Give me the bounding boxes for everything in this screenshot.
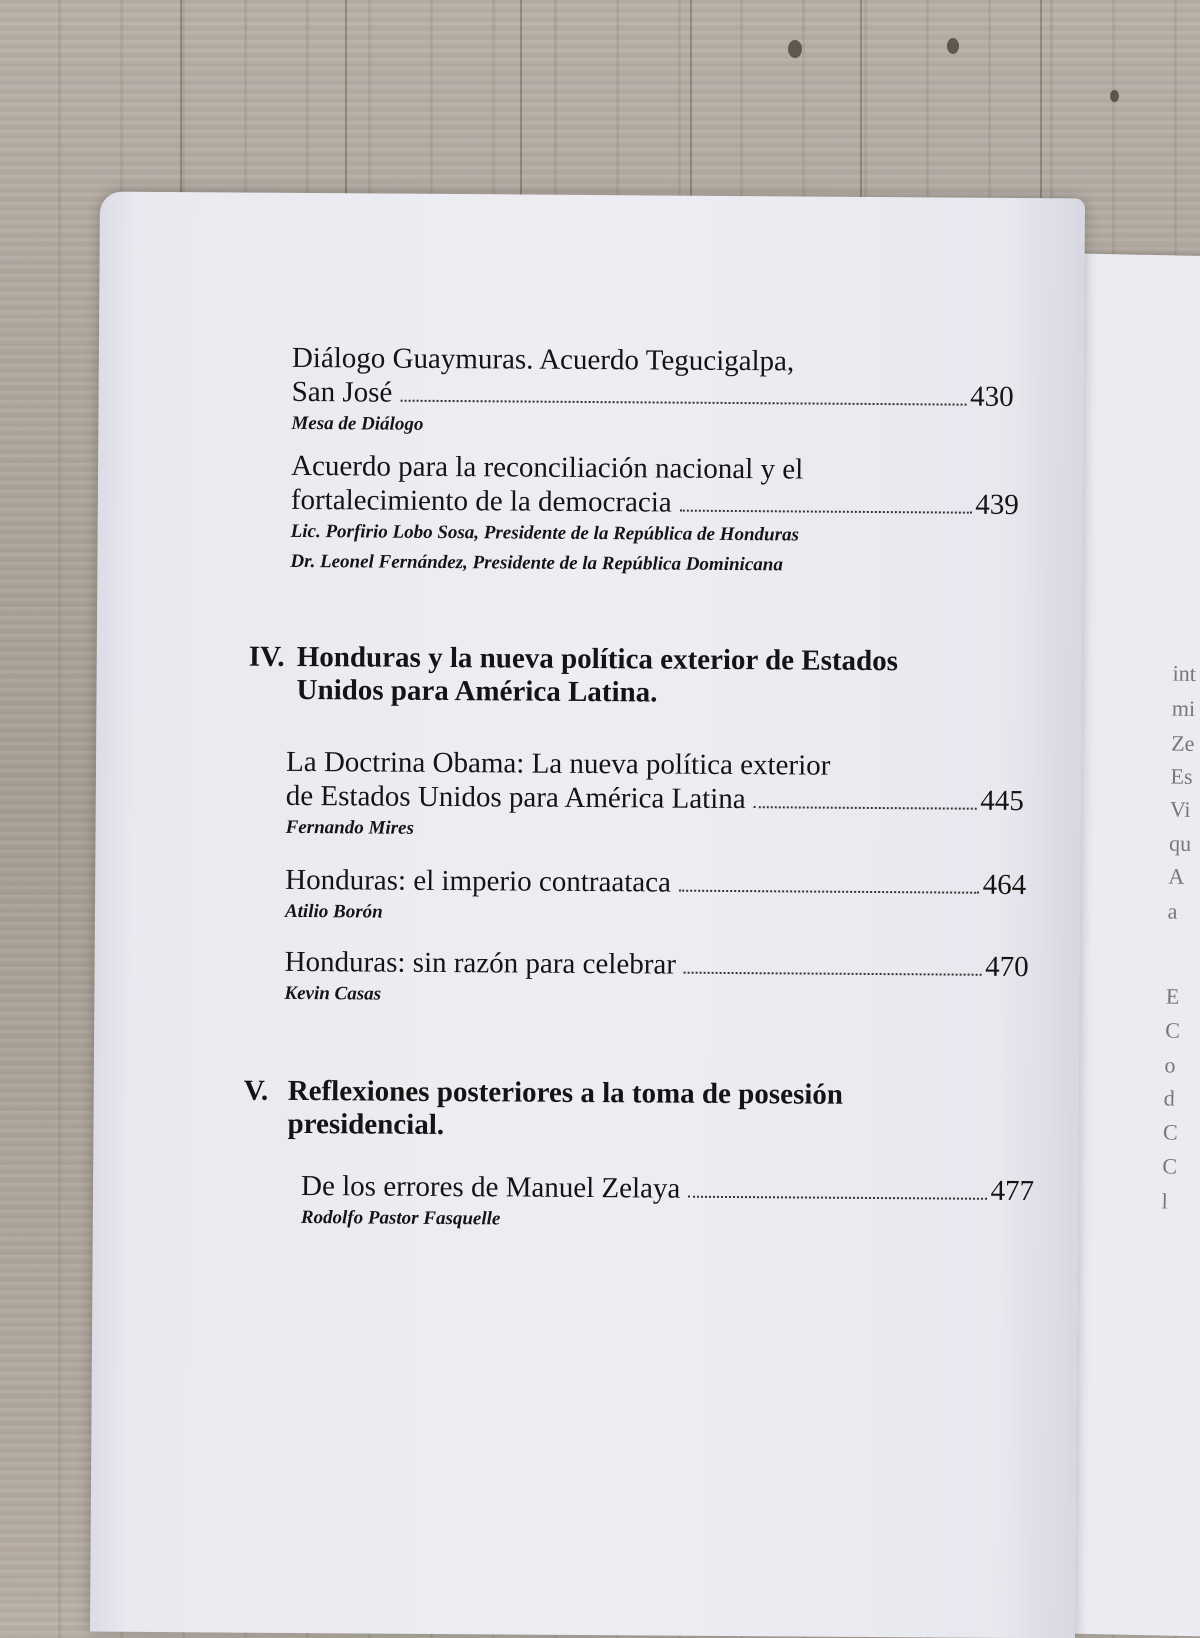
- table-of-contents: [90, 192, 1085, 1638]
- entry-title-leader: [292, 375, 1014, 414]
- dot-leader: [679, 890, 979, 894]
- adjacent-page-text-fragment: l: [1161, 1188, 1169, 1214]
- adjacent-page-text-fragment: mi: [1171, 695, 1196, 721]
- entry-title-line: Diálogo Guaymuras. Acuerdo Tegucigalpa,: [291, 341, 795, 378]
- toc-entry: [285, 863, 1026, 932]
- entry-title-leader: [291, 483, 1019, 522]
- adjacent-page-text-fragment: d: [1163, 1085, 1176, 1111]
- entry-title: Honduras: sin razón para celebrar: [284, 945, 677, 981]
- section-heading: [243, 1075, 943, 1146]
- section-number: IV.: [248, 640, 285, 673]
- entry-title-line: Acuerdo para la reconciliación nacional y el: [291, 449, 804, 486]
- adjacent-page-text-fragment: Ze: [1170, 730, 1195, 756]
- entry-title-leader: [285, 945, 1029, 984]
- entry-author: Rodolfo Pastor Fasquelle: [300, 1207, 501, 1230]
- adjacent-page-text-fragment: C: [1164, 1017, 1181, 1043]
- entry-title: San José: [291, 375, 393, 409]
- section-number: V.: [243, 1074, 269, 1107]
- toc-entry: [291, 341, 1014, 444]
- adjacent-page-text-fragment: C: [1162, 1119, 1179, 1145]
- entry-author: Dr. Leonel Fernández, Presidente de la República Dominicana: [290, 550, 783, 576]
- page-number: 439: [975, 488, 1019, 522]
- book-page: [90, 192, 1085, 1638]
- page-number: 464: [982, 868, 1027, 902]
- page-number: 445: [980, 784, 1024, 818]
- adjacent-page-text-fragment: C: [1162, 1153, 1178, 1179]
- adjacent-page-text-fragment: A: [1168, 863, 1185, 889]
- section-title-line: Reflexiones posteriores a la toma de posesión: [287, 1074, 844, 1111]
- entry-title: De los errores de Manuel Zelaya: [300, 1170, 681, 1205]
- adjacent-page-text-fragment: Vi: [1169, 796, 1191, 822]
- dot-leader: [680, 510, 972, 514]
- adjacent-page-text-fragment: int: [1172, 660, 1197, 687]
- adjacent-page-text-fragment: Es: [1170, 763, 1193, 789]
- dot-leader: [688, 1196, 986, 1200]
- entry-title-leader: [286, 779, 1024, 818]
- entry-author: Kevin Casas: [284, 982, 382, 1005]
- section-title-line: presidencial.: [287, 1107, 445, 1142]
- toc-entry: [301, 1169, 1034, 1238]
- entry-author: Atilio Borón: [284, 900, 383, 923]
- adjacent-page-text-fragment: o: [1164, 1052, 1176, 1078]
- entry-title-leader: [285, 863, 1026, 902]
- adjacent-page-text-fragment: a: [1167, 898, 1178, 924]
- entry-author: Mesa de Diálogo: [291, 412, 424, 435]
- page-number: 430: [970, 380, 1014, 413]
- page-number: 470: [985, 950, 1029, 984]
- toc-entry: [290, 449, 1019, 582]
- section-title-line: Honduras y la nueva política exterior de Estados: [296, 640, 899, 678]
- dot-leader: [400, 400, 966, 406]
- entry-author: Lic. Porfirio Lobo Sosa, Presidente de la República de Honduras: [290, 520, 799, 546]
- adjacent-page-text-fragment: qu: [1168, 830, 1192, 856]
- section-title-line: Unidos para América Latina.: [296, 673, 658, 709]
- entry-title: fortalecimiento de la democracia: [290, 483, 672, 519]
- toc-entry: [284, 945, 1028, 1014]
- entry-title: de Estados Unidos para América Latina: [285, 779, 746, 816]
- entry-title: Honduras: el imperio contraataca: [285, 863, 672, 899]
- dot-leader: [684, 972, 981, 976]
- entry-author: Fernando Mires: [285, 816, 414, 839]
- page-number: 477: [990, 1174, 1035, 1208]
- dot-leader: [754, 806, 977, 810]
- toc-entry: [285, 745, 1024, 848]
- adjacent-page-text-fragment: E: [1165, 983, 1180, 1009]
- section-heading: [248, 641, 968, 712]
- entry-title-line: La Doctrina Obama: La nueva política exterior: [285, 745, 831, 782]
- entry-title-leader: [301, 1169, 1034, 1208]
